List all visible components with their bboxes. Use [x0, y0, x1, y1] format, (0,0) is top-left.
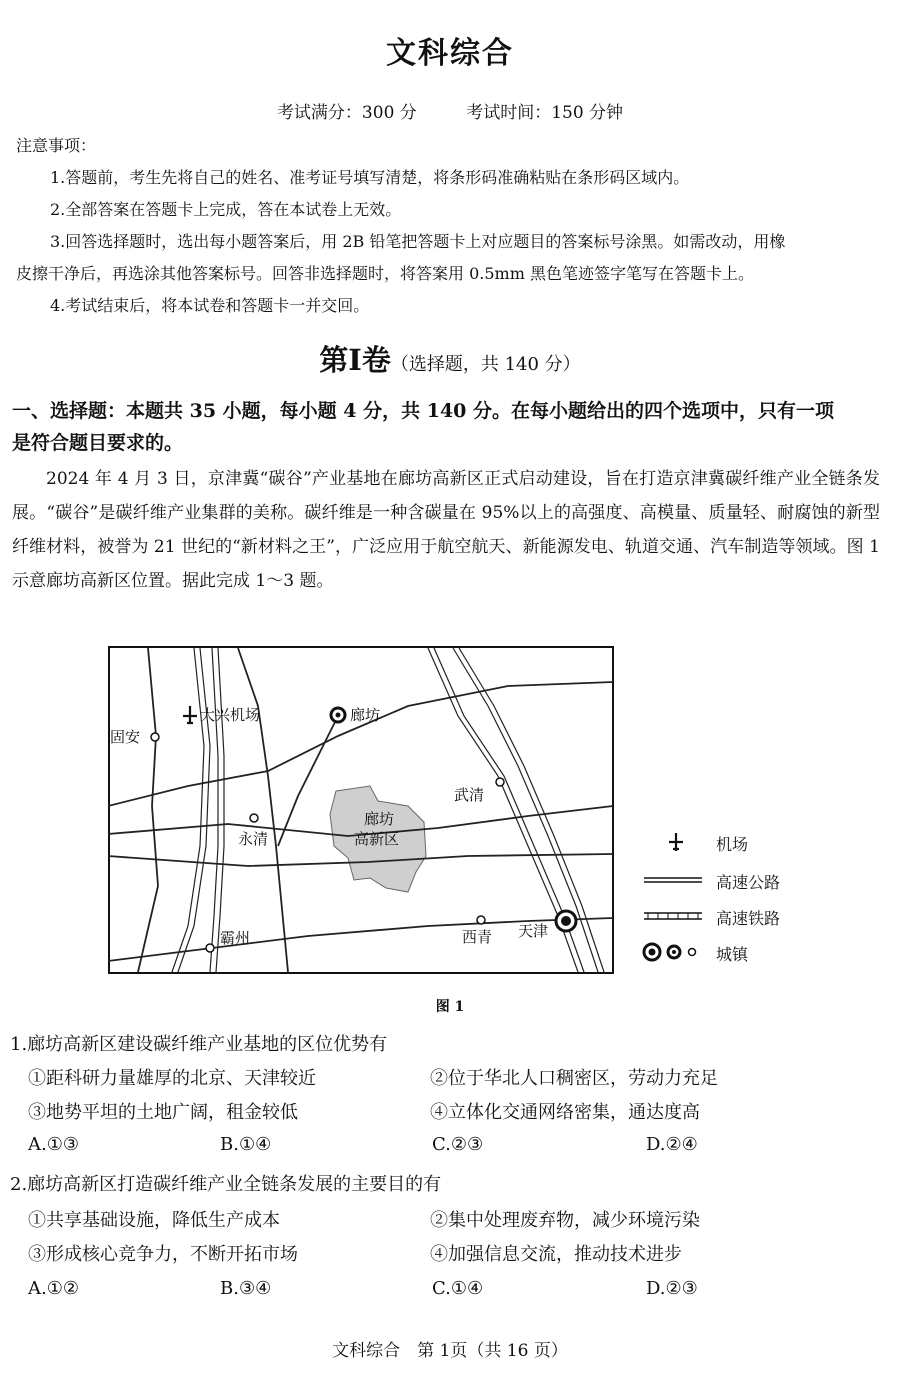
label-langfang: 廊坊 — [350, 706, 381, 724]
exam-duration: 考试时间：150 分钟 — [466, 103, 624, 123]
q1-option-1: ①距科研力量雄厚的北京、天津较近 — [28, 1068, 316, 1089]
exam-meta — [0, 98, 900, 123]
instructions-line-2: 是符合题目要求的。 — [12, 432, 184, 454]
q1-answer-a: A.①③ — [28, 1134, 79, 1155]
passage — [12, 462, 880, 598]
q2-option-2: ②集中处理废弃物，减少环境污染 — [430, 1210, 700, 1231]
q2-answer-d: D.②③ — [646, 1278, 698, 1299]
note-item-1: 1.答题前，考生先将自己的姓名、准考证号填写清楚，将条形码准确粘贴在条形码区域内。 — [50, 168, 690, 187]
q1-answer-c: C.②③ — [432, 1134, 484, 1155]
wuqing-dot — [496, 778, 504, 786]
bazhou-dot — [206, 944, 214, 952]
section-heading — [0, 338, 900, 379]
legend-railway-label: 高速铁路 — [716, 909, 781, 928]
legend-airport-icon — [642, 830, 702, 854]
legend-railway-icon — [642, 904, 702, 928]
location-map — [108, 646, 614, 974]
legend-airport — [642, 830, 842, 854]
figure-caption: 图 1 — [435, 999, 465, 1015]
note-item-2: 2.全部答案在答题卡上完成，答在本试卷上无效。 — [50, 200, 402, 219]
q2-option-1: ①共享基础设施，降低生产成本 — [28, 1210, 280, 1231]
label-yongqing: 永清 — [238, 830, 269, 848]
q2-option-3: ③形成核心竞争力，不断开拓市场 — [28, 1244, 298, 1265]
q2-option-4: ④加强信息交流，推动技术进步 — [430, 1244, 682, 1265]
paper-title: 文科综合 — [386, 36, 514, 71]
note-item-4: 4.考试结束后，将本试卷和答题卡一并交回。 — [50, 296, 370, 315]
section-title: 第Ⅰ卷 — [319, 343, 391, 377]
legend-airport-label: 机场 — [716, 835, 749, 854]
question-2-stem: 2.廊坊高新区打造碳纤维产业全链条发展的主要目的有 — [10, 1174, 442, 1195]
q2-answer-a: A.①② — [28, 1278, 79, 1299]
page-footer: 文科综合 第 1页（共 16 页） — [332, 1341, 568, 1361]
legend-highway-label: 高速公路 — [716, 873, 781, 892]
note-item-3-cont: 皮擦干净后，再选涂其他答案标号。回答非选择题时，将答案用 0.5mm 黑色笔迹签字笔写在答题卡上。 — [16, 264, 754, 283]
label-guan: 固安 — [110, 728, 141, 746]
full-score: 考试满分：300 分 — [276, 103, 417, 123]
label-zone-line1: 廊坊 — [364, 810, 395, 828]
notes — [16, 130, 876, 322]
section-subtitle: （选择题，共 140 分） — [390, 354, 581, 375]
q1-option-3: ③地势平坦的土地广阔，租金较低 — [28, 1102, 298, 1123]
label-wuqing: 武清 — [454, 786, 485, 804]
q2-answer-b: B.③④ — [220, 1278, 272, 1299]
guan-dot — [151, 733, 159, 741]
q1-option-2: ②位于华北人口稠密区，劳动力充足 — [430, 1068, 718, 1089]
label-bazhou: 霸州 — [220, 929, 251, 947]
instructions-line-1: 一、选择题：本题共 35 小题，每小题 4 分，共 140 分。在每小题给出的四个选项中，只有一项 — [12, 400, 835, 422]
label-daxing-airport: 大兴机场 — [200, 706, 261, 724]
q1-answer-b: B.①④ — [220, 1134, 272, 1155]
label-xiqing: 西青 — [462, 928, 493, 946]
label-zone-line2: 高新区 — [354, 830, 400, 848]
notes-heading: 注意事项： — [16, 136, 97, 155]
yongqing-dot — [250, 814, 258, 822]
legend-town-icon — [642, 940, 702, 964]
choice-instructions — [12, 395, 880, 459]
legend-town-label: 城镇 — [716, 945, 749, 964]
legend-highway — [642, 868, 842, 892]
label-tianjin: 天津 — [518, 922, 549, 940]
xiqing-dot — [477, 916, 485, 924]
q1-option-4: ④立体化交通网络密集，通达度高 — [430, 1102, 700, 1123]
question-1-stem: 1.廊坊高新区建设碳纤维产业基地的区位优势有 — [10, 1034, 388, 1055]
q1-answer-d: D.②④ — [646, 1134, 698, 1155]
note-item-3: 3.回答选择题时，选出每小题答案后，用 2B 铅笔把答题卡上对应题目的答案标号涂黑。如需改动，用橡 — [50, 232, 786, 251]
map-svg — [108, 646, 614, 974]
legend-railway — [642, 904, 842, 928]
passage-paragraph: 2024 年 4 月 3 日，京津冀“碳谷”产业基地在廊坊高新区正式启动建设，旨在打造京津冀碳纤维产业全链条发展。“碳谷”是碳纤维产业集群的美称。碳纤维是一种含碳量在 95%以上的高强度、高模量、质量轻、耐腐蚀的新型纤维材料，被誉为 21 世纪的“新材料之王”，广泛应用于航空航天、新能源发电、轨道交通、汽车制造等领域。图 1 示意廊坊高新区位置。据此完成 1～3 题。 — [12, 469, 880, 591]
q2-answer-c: C.①④ — [432, 1278, 484, 1299]
legend-town — [642, 940, 842, 964]
legend-highway-icon — [642, 868, 702, 892]
